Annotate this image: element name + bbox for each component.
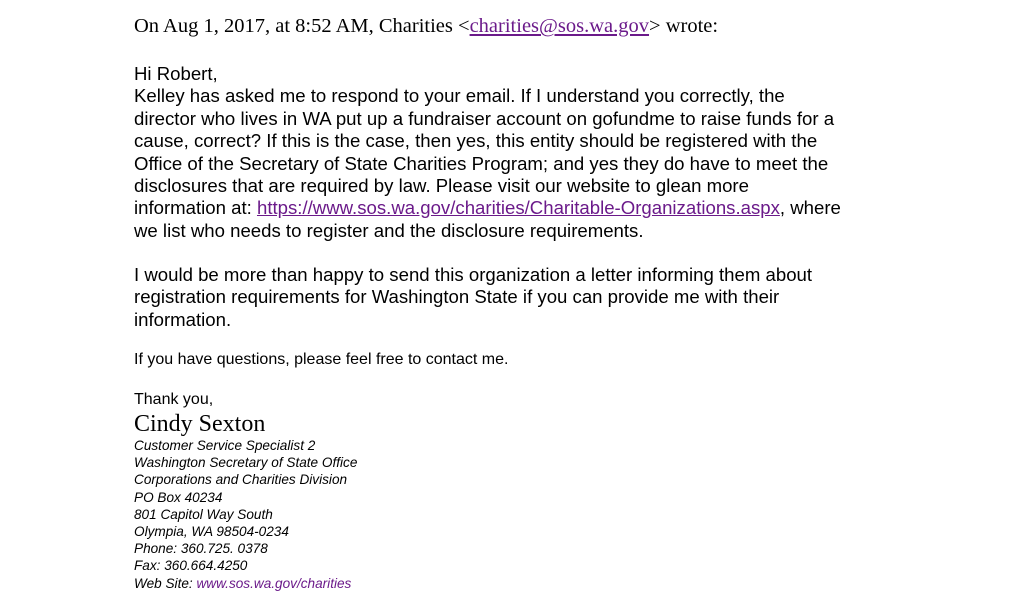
- link-prefix: information at:: [134, 197, 257, 219]
- body-line: Office of the Secretary of State Charities Program; and yes they do have to meet the: [134, 152, 829, 174]
- body-line: I would be more than happy to send this organization a letter informing them about: [134, 264, 813, 285]
- quote-header-suffix: > wrote:: [649, 15, 719, 37]
- body-line: information.: [134, 308, 232, 330]
- charitable-organizations-link[interactable]: https://www.sos.wa.gov/charities/Charitable-Organizations.aspx: [256, 197, 780, 219]
- quote-header-prefix: On Aug 1, 2017, at 8:52 AM, Charities <: [134, 15, 470, 37]
- signature-office: Washington Secretary of State Office: [134, 455, 358, 471]
- body-line: registration requirements for Washington State if you can provide me with their: [134, 286, 780, 308]
- body-line: we list who needs to register and the disclosure requirements.: [134, 219, 644, 241]
- greeting: Hi Robert,: [134, 63, 218, 84]
- signature-title: Customer Service Specialist 2: [134, 438, 316, 453]
- body-line: Kelley has asked me to respond to your email. If I understand you correctly, the: [134, 85, 785, 107]
- body-line: director who lives in WA put up a fundraiser account on gofundme to raise funds for a: [134, 107, 835, 129]
- website-link[interactable]: www.sos.wa.gov/charities: [196, 575, 352, 591]
- signature-division: Corporations and Charities Division: [134, 472, 348, 488]
- message-paragraph-1: [134, 63, 841, 242]
- body-line: disclosures that are required by law. Please visit our website to glean more: [134, 175, 749, 197]
- signature-details: [134, 437, 357, 592]
- signature-street: 801 Capitol Way South: [134, 506, 273, 522]
- signature-name: Cindy Sexton: [134, 411, 266, 437]
- questions-line: If you have questions, please feel free to contact me.: [134, 351, 509, 368]
- message-paragraph-2: [134, 264, 812, 331]
- signature-website-line: [134, 575, 357, 592]
- body-line: cause, correct? If this is the case, then yes, this entity should be registered with the: [134, 130, 818, 152]
- sender-email-link[interactable]: charities@sos.wa.gov: [469, 15, 650, 37]
- signature-city: Olympia, WA 98504-0234: [134, 524, 289, 540]
- closing-line: Thank you,: [134, 391, 214, 408]
- quote-header: [134, 14, 718, 38]
- signature-phone: Phone: 360.725. 0378: [134, 541, 268, 557]
- link-suffix: , where: [779, 197, 841, 219]
- signature-po-box: PO Box 40234: [134, 489, 223, 505]
- website-label: Web Site:: [134, 575, 197, 591]
- signature-fax: Fax: 360.664.4250: [134, 558, 248, 574]
- body-line-with-link: [134, 197, 841, 219]
